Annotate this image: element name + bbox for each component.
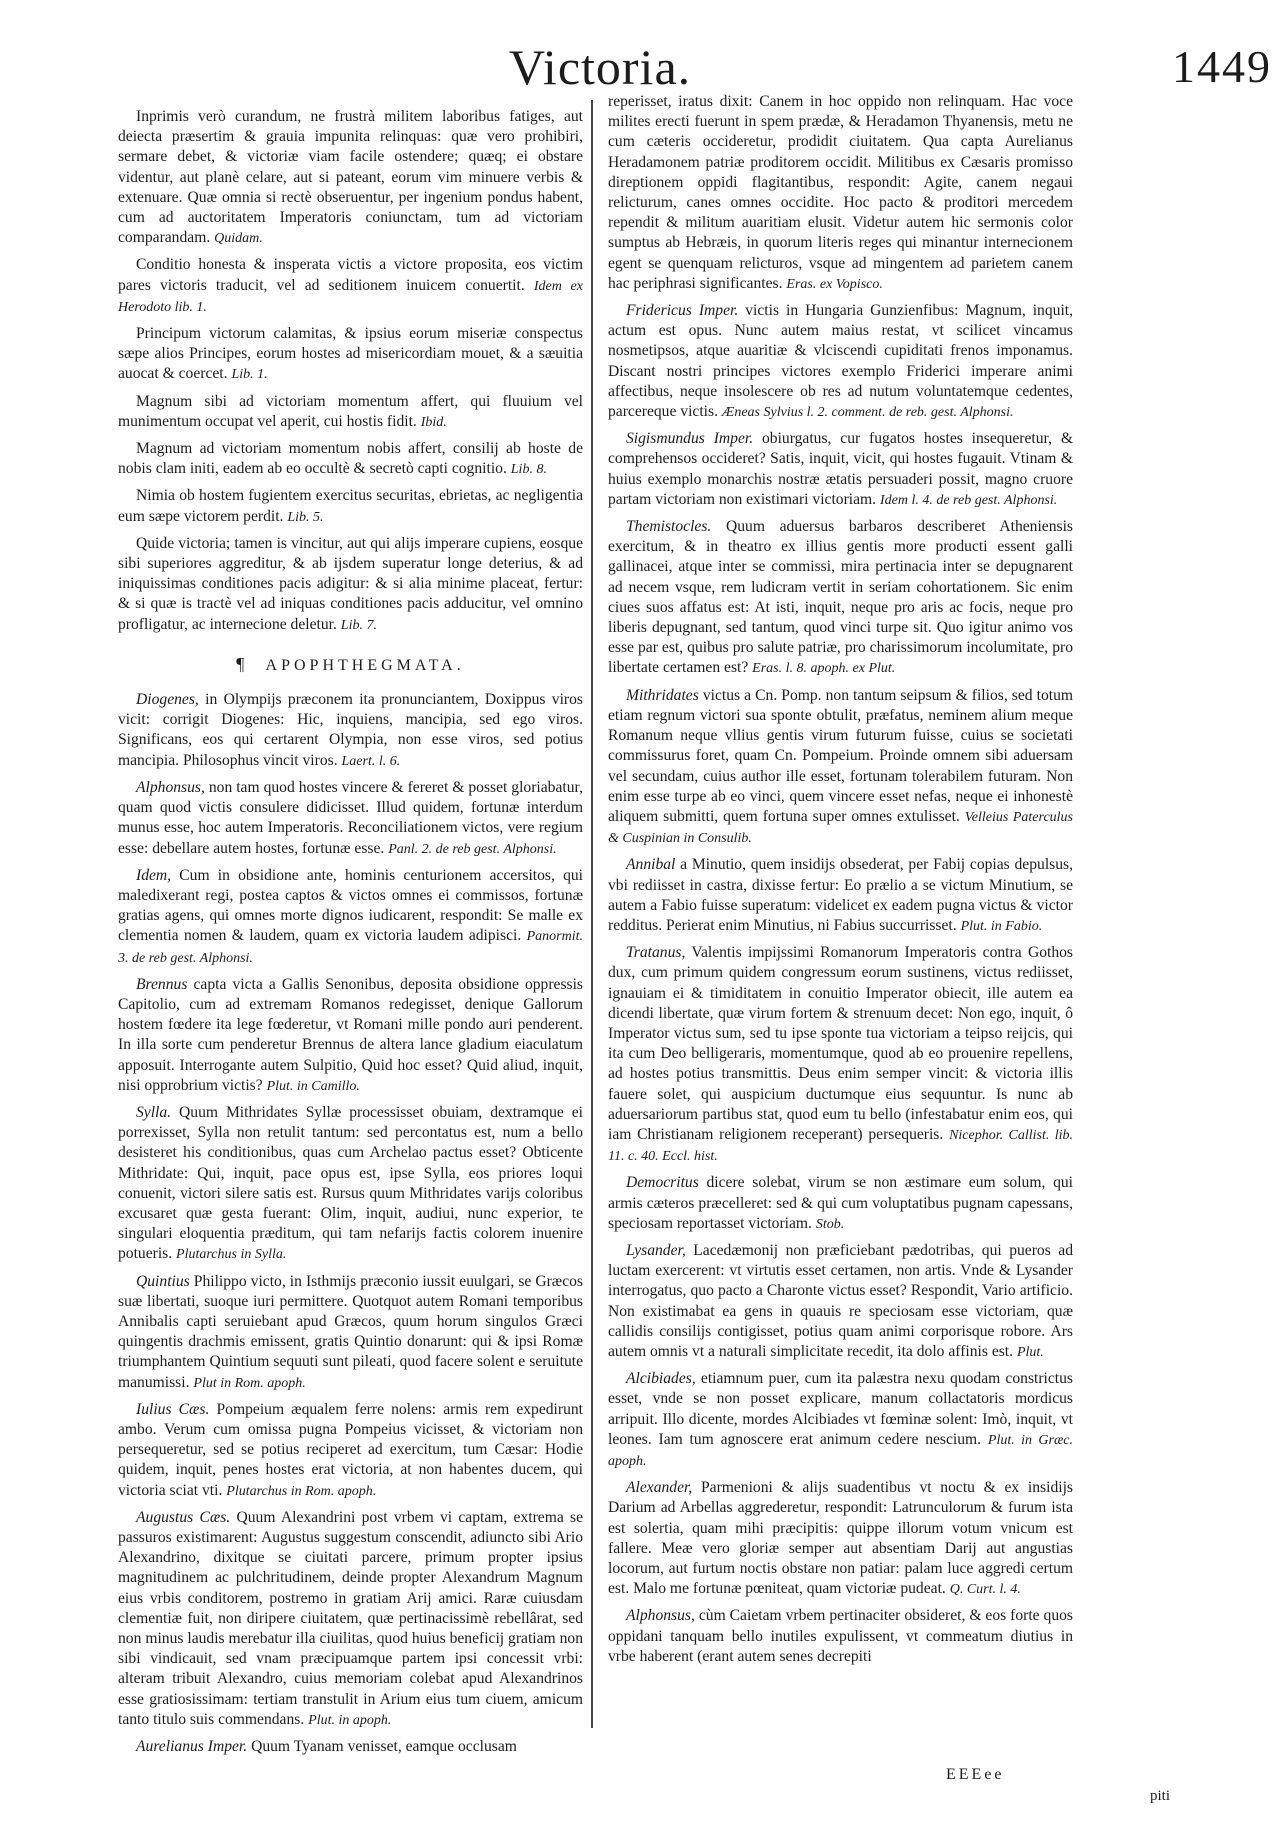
paragraph [118,1737,583,1757]
paragraph-text: Magnum ad victoriam momentum nobis affert, consilij ab hoste de nobis clam initi, eadem ab eo occultè & secretò capti cognitio. [118,440,583,478]
source-citation: Eras. ex Vopisco. [786,276,883,292]
paragraph [118,324,583,386]
paragraph [118,1272,583,1394]
speaker-name: Idem, [136,866,172,884]
catchword: piti [1150,1788,1171,1804]
paragraph [118,866,583,969]
source-citation: Q. Curt. l. 4. [949,1582,1021,1598]
speaker-name: Alphonsus, [136,778,205,796]
paragraph-text: Cum in obsidione ante, hominis centurionem accersitos, qui maledixerant regi, postea captos & victos omnes ei commissos, fortunæ gratias agens, qui omnes morte dignos iudicarent, respondit: Se malle ex clementia nomen & laudem, quam ex victoria laudem adipisci. [118,866,583,945]
speaker-name: Sigismundus Imper. [626,430,754,448]
paragraph-text: etiamnum puer, cum ita palæstra nexu quodam constrictus esset, vnde se non posset explicare, manum collactatoris mordicus arripuit. Illo dicente, mordes Alcibiades vt fœminæ solent: Imò, inquit, vt leones. Iam tum agnoscere erat animum cedere nescium. [608,1370,1073,1448]
paragraph-text: Pompeium æqualem ferre nolens: armis rem expedirunt ambo. Verum cum omissa pugna Pompeius vicisset, & victoriam non persequeretur, sed se potius reciperet ad exercitum, tum Cæsar: Hodie quidem, inquit, penes hostes erat victoria, at non habentes ducem, qui victoria sciat vti. [118,1400,583,1499]
source-citation: Idem ex Herodoto lib. 1. [118,278,583,315]
source-citation: Nicephor. Callist. lib. 11. c. 40. Eccl. hist. [608,1127,1073,1165]
running-head-title: Victoria. [508,39,692,95]
paragraph-text: Conditio honesta & insperata victis a victore proposita, eos victim pares victoris traducit, vel ad seditionem inuicem conuertit. [118,256,583,294]
paragraph-text: in Olympijs præconem ita pronunciantem, Doxippus viros vicit: corrigit Diogenes: Hic, inquiens, mancipia, sed ego viros. Significans, eos qui certarent Olympia, non esse viros, sed potius mancipia. Philosophus vincit viros. [118,691,583,769]
speaker-name: Augustus Cæs. [136,1508,231,1526]
source-citation: Panl. 2. de reb gest. Alphonsi. [388,841,557,857]
speaker-name: Quintius [136,1272,190,1290]
paragraph-text: reperisset, iratus dixit: Canem in hoc oppido non relinquam. Hac voce milites erecti fuerunt in spem prædæ, & Heradamon Thyanensis, metu ne cum cæteris occideretur, prodidit ciuitatem. Qua capta Aurelianus Heradamonem patriæ proditorem occidit. Militibus ex Cæsaris promisso direptionem oppidi flagitantibus, respondit: Agite, canem negaui relicturum, canes omnes occidite. Hoc pacto & proditori mercedem rependit & militum auaritiam elusit. Videtur autem hic sermonis color sumptus ab Hebræis, in quorum literis reges qui minantur internecionem egent se quenquam relicturos, vsque ad mingentem ad parietem canem hac periphrasi significantes. [608,93,1073,292]
speaker-name: Brennus [136,975,188,993]
paragraph [118,1508,583,1731]
paragraph [118,1103,583,1266]
paragraph-text: Quum aduersus barbaros describeret Atheniensis exercitum, & in theatro ex illius gentis more producti essent galli gallinacei, atque inter se commissi, mira pertinacia inter se depugnarent ad necem vsque, rem ludicram vertit in seriam cohortationem. Sic enim ciues suos affatus est: At isti, inquit, neque pro aris ac focis, neque pro liberis depugnant, sed tantum, quod vinci turpe sit. Quo igitur animo vos esse par est, quibus pro salute patriæ, pro charissimorum incolumitate, pro libertate certamen est? [608,518,1073,677]
source-citation: Plut. in Fabio. [960,918,1043,934]
paragraph [608,1173,1073,1235]
paragraph [118,690,583,772]
speaker-name: Alphonsus, [626,1607,695,1625]
speaker-name: Democritus [626,1174,699,1192]
paragraph [118,534,583,636]
speaker-name: Lysander, [626,1241,686,1259]
source-citation: Lib. 5. [287,509,324,525]
signature-mark: EEEee [946,1766,1005,1783]
paragraph-text: Principum victorum calamitas, & ipsius eorum miseriæ conspectus sæpe alios Principes, eorum hostes ad misericordiam mouet, & a sæuitia auocat & coercet. [118,325,583,383]
source-citation: Ibid. [420,414,447,430]
speaker-name: Mithridates [626,686,699,704]
source-citation: Stob. [815,1216,845,1232]
page-number: 1449 [1172,41,1272,92]
speaker-name: Alexander, [626,1479,693,1497]
paragraph [608,855,1073,937]
paragraph [608,1478,1073,1600]
paragraph-text: Magnum sibi ad victoriam momentum affert, qui fluuium vel munimentum occupat vel aperit, cui hostis fidit. [118,392,583,430]
source-citation: Plut. in apoph. [308,1712,392,1728]
left-column-apophthegms [118,690,583,1757]
paragraph [118,439,583,480]
paragraph [118,975,583,1097]
paragraph [118,1400,583,1502]
column-divider [591,100,593,1728]
paragraph-text: Quum Mithridates Syllæ processisset obuiam, dextramque ei porrexisset, Sylla non retulit tantum: sed percontatus est, num a bello desisteret his conditionibus, quas cum Archelao pactus esset? Obticente Mithridate: Qui, inquit, pace opus est, ipse Sylla, eos priores loqui conuenit, victori silere satis est. Rursus quum Mithridates varijs coloribus excusaret quæ gesta fuerant: Olim, inquit, audiui, nunc experior, te singulari eloquentia præditum, qui tam nefarijs factis colorem inuenire potueris. [118,1103,584,1263]
right-column-paragraphs [608,92,1073,1667]
paragraph [118,778,583,860]
speaker-name: Tratanus, [626,944,686,962]
paragraph-text: dicere solebat, virum se non æstimare eum solum, qui armis cæteros præcelleret: sed & qui cum voluptatibus pugnam capessans, speciosam reportasset victoriam. [608,1174,1073,1232]
paragraph [608,943,1073,1167]
speaker-name: Themistocles. [626,518,712,536]
paragraph [608,92,1073,295]
paragraph [608,686,1073,850]
paragraph [118,107,583,249]
paragraph-text: Quum Alexandrini post vrbem vi captam, extrema se passuros existimarent: Augustus suggestum conscendit, adiuncto sibi Ario Alexandrino, dixitque se ciuitati parcere, primum propter ipsius magnitudinem ac pulchritudinem, deinde propter Alexandrum Magnum eius vrbis conditorem, postremo in gratiam Arij amici. Raræ cuiusdam clementiæ fuit, non diripere ciuitatem, quæ pertinacissimè rebellârat, sed non minus laudis merebatur illa ciuilitas, quod huius beneficij gratiam non sibi vindicauit, sed vnam præcipuamque partem ipsi concessit vrbi: alteram tribuit Alexandro, cuius memoriam colebat apud Alexandrinos esse gratiosissimam: tertiam transtulit in Arium eius tum ciuem, amicum tanto titulo suis commendans. [118,1508,583,1728]
speaker-name: Annibal [626,856,676,874]
paragraph [608,301,1073,423]
source-citation: Idem l. 4. de reb gest. Alphonsi. [879,492,1058,508]
paragraph [608,1241,1073,1363]
paragraph [118,392,583,433]
paragraph-text: victis in Hungaria Gunzienfibus: Magnum, inquit, actum est opus. Nunc autem maius restat, vt scilicet vincamus nosmetipsos, atque auaritiæ & vlciscendi cupiditati frenos imponamus. Discant nostri principes victores exemplo Friderici imperare animi affectibus, neque insolescere ob res ad nutum voluntatemque cedentes, parcereque victis. [608,302,1074,421]
source-citation: Plut. [1016,1344,1044,1360]
paragraph [608,1369,1073,1472]
source-citation: Lib. 8. [510,462,547,478]
source-citation: Plut. in Camillo. [266,1078,360,1094]
paragraph [608,1606,1073,1667]
source-citation: Plutarchus in Sylla. [176,1247,287,1263]
paragraph-text: Valentis impijssimi Romanorum Imperatoris contra Gothos dux, cum primum quidem congressum eorum sustinens, victus rediisset, ignauiam ei & timiditatem in conuitio Imperator obiecit, ille autem ea dicendi libertate, quæ virum fortem & strenuum decet: Non ego, inquit, ô Imperator victus sum, sed tu ipse sponte tua victoriam a teipso reijcis, qui ita cum Deo belligeraris, momentumque, quod ab eo prouenire repellens, ad hostes potius transmittis. Deus enim semper vincit: & victoria illis fauere solet, qui auspicium ductumque eius sequuntur. Is nunc ab aduersariorum partibus stat, quod eum tu bello (infestabatur enim eos, qui iam Christianam religionem receperant) persequeris. [608,944,1073,1143]
source-citation: Lib. 7. [340,617,377,633]
paragraph [118,486,583,527]
paragraph-text: Inprimis verò curandum, ne frustrà militem laboribus fatiges, aut deiecta præsertim & grauia impunita relinquas: quæ vero prohibiri, sermare debet, & victoriæ viam facile ostendere; quæq; ei obstare videntur, aut planè celare, aut si pateant, eorum vim minuere verbis & extenuare. Quæ omnia si rectè obseruentur, per ingenium pondus habent, cum ad auctoritatem Imperatoris coniunctam, tum ad victoriam comparandam. [118,108,583,247]
paragraph-text: Quide victoria; tamen is vincitur, aut qui alijs imperare cupiens, eosque sibi superiores aggreditur, & ab ijsdem superatur longe deterius, & ad iniquissimas conditiones pacis adigitur: & si alia minime placeat, fertur: & si quæ is tractè vel ad iniquas conditiones pacis adducitur, vel omnino profligatur, ac internecione deletur. [118,534,583,633]
section-heading [118,654,583,676]
speaker-name: Diogenes, [136,691,199,709]
paragraph-text: Parmenioni & alijs suadentibus vt noctu & ex insidijs Darium ad Arbellas aggrederetur, respondit: Latrunculorum & furum ista est solertia, quam mihi præcipitis: quippe illorum votum vnicum est fallere. Meæ vero gloriæ semper aut absentiam Darij aut angustias locorum, aut furtum noctis obstare non patiar: palam luce aggredi certum est. Malo me fortunæ pœniteat, quam victoriæ pudeat. [608,1479,1073,1598]
source-citation: Eras. l. 8. apoph. ex Plut. [752,661,896,677]
paragraph-text: Lacedæmonij non præficiebant pædotribas, qui pueros ad luctam exercerent: vt virtutis esset certamen, non artis. Vnde & Lysander interrogatus, quo pacto a Charonte victus esset? Respondit, Vario artificio. Non existimabat ea gens in quauis re speciosam esse victoriam, quæ callidis consilijs contigisset, potius quam animi corporisque robore. Ars autem omnis vt a naturali simplicitate recedit, ita dolo affinis est. [608,1241,1073,1360]
speaker-name: Alcibiades, [626,1370,696,1388]
right-column [608,92,1073,1673]
paragraph-text: victus a Cn. Pomp. non tantum seipsum & filios, sed totum etiam regnum victori sua sponte obtulit, præfatus, neminem alium meque Romanum neque vllius gentis virum futurum fuisse, cuius se societati commissurus foret, quam Cn. Pompeium. Proinde omnem sibi aduersam vel secundam, cuius author ille esset, fortunam tolerabilem futuram. Non enim esse turpe ab eo vinci, quem vincere esset nefas, neque ei inhonestè aliquem submitti, quem fortuna super omnes extulisset. [608,686,1073,825]
paragraph-text: Philippo victo, in Isthmijs præconio iussit euulgari, se Græcos suæ libertati, suoque iuri permittere. Quotquot autem Romani temporibus Annibalis capti seruiebant apud Græcos, quum horum singulos Græci quingentis drachmis emissent, gratis Quintio donarunt: qui & ipsi Romæ triumphantem Quintium sequuti sunt pileati, quod facere solent e seruitute manumissi. [118,1272,583,1391]
left-column-paragraphs [118,107,583,636]
source-citation: Panormit. 3. de reb gest. Alphonsi. [118,929,583,966]
paragraph-text: cùm Caietam vrbem pertinaciter obsideret, & eos forte quos oppidani tanquam bello inutiles expulissent, vt commeatum diutius in vrbe haberent (erant autem senes decrepiti [608,1607,1073,1665]
paragraph-text: obiurgatus, cur fugatos hostes insequeretur, & comprehensos occideret? Satis, inquit, vicit, qui hostes fugauit. Vtinam & huius exemplo monarchis nostræ ætatis persuaderi possit, magno cruore partam victoriam non existimari victoriam. [608,430,1073,508]
left-column [118,107,583,1763]
paragraph [608,429,1073,511]
paragraph-text: non tam quod hostes vincere & fereret & posset gloriabatur, quam quod victis consulere didicisset. Illud quidem, fortunæ interdum munus esse, hoc autem Imperatoris. Reconciliationem victos, vere regium esse: debellare autem hostes, fortunæ esse. [118,778,583,857]
speaker-name: Iulius Cæs. [136,1400,210,1418]
source-citation: Plutarchus in Rom. apoph. [226,1483,377,1499]
paragraph [608,517,1073,680]
speaker-name: Aurelianus Imper. [136,1738,248,1756]
speaker-name: Sylla. [136,1103,172,1121]
paragraph-text: a Minutio, quem insidijs obsederat, per Fabij copias depulsus, vbi rediisset in castra, dixisse fertur: Eo prælio a se victum Minutium, se autem a Fabio fuisse superatum: videlicet ex eadem pugna victus & victor redditus. Perierat enim Minutius, ni Fabius succurrisset. [608,856,1073,934]
source-citation: Æneas Sylvius l. 2. comment. de reb. gest. Alphonsi. [721,405,1014,421]
source-citation: Velleius Paterculus & Cuspinian in Consulib. [608,809,1073,847]
paragraph-text: capta victa a Gallis Senonibus, deposita obsidione oppressis Capitolio, cum ad extremam Romanos redegisset, denique Gallorum hostem fœdere ita lege fœderetur, vt Romani mille pondo auri penderent. In illa sorte cum penderetur Brennus de altera lance gladium eiaculatum apposuit. Interrogante autem Sulpitio, Quid hoc esset? Quid aliud, inquit, nisi opprobrium victis? [118,975,583,1094]
paragraph-text: Nimia ob hostem fugientem exercitus securitas, ebrietas, ac negligentia eum sæpe victorem perdit. [118,487,583,525]
source-citation: Plut in Rom. apoph. [193,1375,306,1391]
speaker-name: Fridericus Imper. [626,302,739,320]
source-citation: Lib. 1. [231,367,268,383]
section-heading-text: APOPHTHEGMATA. [265,656,465,674]
source-citation: Plut. in Græc. apoph. [608,1432,1073,1469]
source-citation: Quidam. [214,231,263,247]
paragraph-text: Quum Tyanam venisset, eamque occlusam [251,1738,517,1756]
source-citation: Laert. l. 6. [341,753,401,769]
paragraph [118,255,583,318]
pilcrow-icon: ¶ [236,653,249,674]
